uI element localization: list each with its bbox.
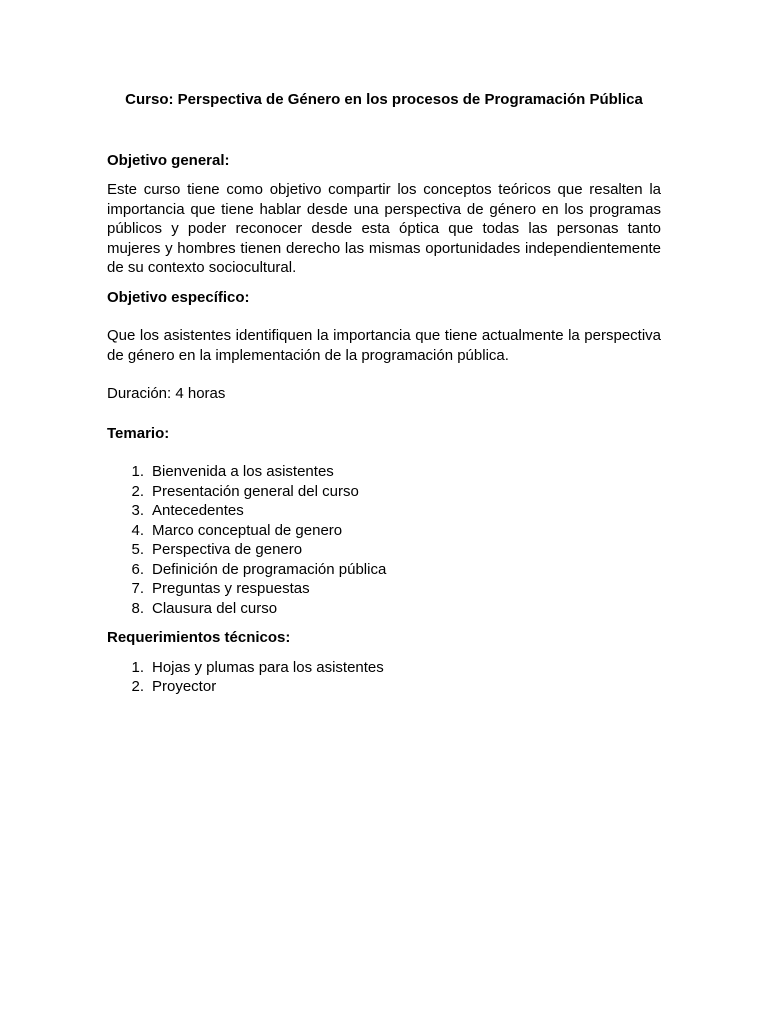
list-item bbox=[107, 599, 661, 619]
list-item-label: Presentación general del curso bbox=[152, 482, 359, 500]
list-item-number: 5. bbox=[131, 541, 144, 558]
list-item bbox=[107, 521, 661, 541]
list-item-label: Hojas y plumas para los asistentes bbox=[152, 658, 384, 676]
list-item-label: Clausura del curso bbox=[152, 599, 278, 617]
requerimientos-heading: Requerimientos técnicos: bbox=[107, 629, 291, 646]
list-item bbox=[107, 540, 661, 560]
list-item bbox=[107, 579, 661, 599]
list-item-label: Proyector bbox=[152, 678, 217, 695]
list-item-number: 4. bbox=[131, 521, 144, 539]
list-item-number: 1. bbox=[131, 658, 144, 676]
temario-list bbox=[107, 462, 661, 618]
objetivo-especifico-heading: Objetivo específico: bbox=[107, 288, 250, 306]
document-title: Curso: Perspectiva de Género en los procesos de Programación Pública bbox=[125, 91, 643, 108]
list-item-label: Preguntas y respuestas bbox=[152, 580, 310, 597]
list-item-number: 1. bbox=[131, 463, 144, 480]
list-item-number: 3. bbox=[131, 502, 144, 519]
list-item-number: 7. bbox=[131, 580, 144, 597]
temario-heading: Temario: bbox=[107, 424, 170, 442]
document-body bbox=[107, 90, 661, 697]
list-item bbox=[107, 677, 661, 697]
list-item-number: 6. bbox=[131, 560, 144, 578]
list-item-label: Definición de programación pública bbox=[152, 560, 387, 578]
requerimientos-list bbox=[107, 658, 661, 697]
list-item bbox=[107, 560, 661, 580]
list-item-label: Antecedentes bbox=[152, 502, 244, 519]
list-item bbox=[107, 501, 661, 521]
list-item bbox=[107, 462, 661, 482]
list-item-number: 8. bbox=[131, 599, 144, 617]
list-item bbox=[107, 658, 661, 678]
duracion-text: Duración: 4 horas bbox=[107, 385, 226, 402]
list-item-label: Perspectiva de genero bbox=[152, 541, 303, 558]
objetivo-general-heading: Objetivo general: bbox=[107, 151, 230, 169]
objetivo-general-text: Este curso tiene como objetivo compartir los conceptos teóricos que resalten la importancia que tiene hablar desde una perspectiva de género en los programas públicos y poder reconocer desde esta óptica que todas las personas tanto mujeres y hombres tienen derecho las mismas oportunidades independientemente de su contexto sociocultural. bbox=[107, 181, 661, 276]
list-item-label: Marco conceptual de genero bbox=[152, 521, 343, 539]
list-item-number: 2. bbox=[131, 678, 144, 695]
list-item-number: 2. bbox=[131, 482, 144, 500]
list-item-label: Bienvenida a los asistentes bbox=[152, 463, 334, 480]
objetivo-especifico-text: Que los asistentes identifiquen la importancia que tiene actualmente la perspectiva de género en la implementación de la programación pública. bbox=[107, 327, 661, 364]
list-item bbox=[107, 482, 661, 502]
